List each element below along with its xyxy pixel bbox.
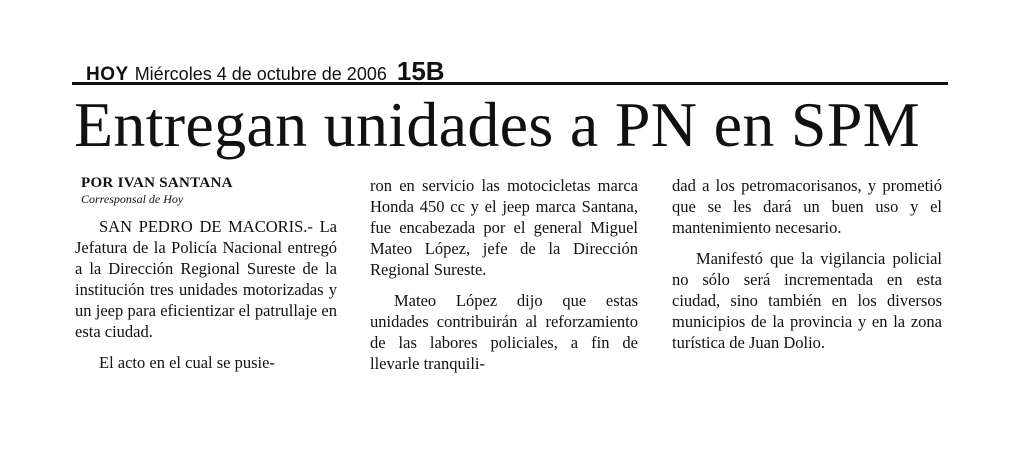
article-paragraph: Mateo López dijo que estas unidades contribuirán al reforzamiento de las labores policiales, a fin de llevarle tranquili- (370, 291, 638, 373)
byline: POR IVAN SANTANA (81, 175, 233, 191)
header-rule (72, 82, 948, 85)
newspaper-name: HOY (86, 64, 129, 85)
page-number: 15B (396, 56, 445, 86)
article-paragraph: dad a los petromacorisanos, y prometió que se les dará un buen uso y el mantenimiento necesario. (672, 176, 942, 237)
article-column-2 (370, 175, 638, 384)
article-headline: Entregan unidades a PN en SPM (74, 89, 920, 160)
article-column-3 (672, 175, 942, 363)
article-paragraph: SAN PEDRO DE MACORIS.- La Jefatura de la Policía Nacional entregó a la Dirección Regional Sureste de la institución tres unidades motorizadas y un jeep para eficientizar el patrullaje en esta ciudad. (75, 217, 337, 341)
article-paragraph: ron en servicio las motocicletas marca Honda 450 cc y el jeep marca Santana, fue encabezada por el general Miguel Mateo López, jefe de la Dirección Regional Sureste. (370, 176, 638, 279)
byline-role: Corresponsal de Hoy (81, 192, 184, 206)
issue-date: Miércoles 4 de octubre de 2006 (134, 64, 387, 84)
article-paragraph: Manifestó que la vigilancia policial no sólo será incrementada en esta ciudad, sino también en los diversos municipios de la provincia y en la zona turística de Juan Dolio. (672, 249, 942, 352)
article-paragraph: El acto en el cual se pusie- (99, 353, 275, 372)
article-column-1 (75, 175, 337, 383)
